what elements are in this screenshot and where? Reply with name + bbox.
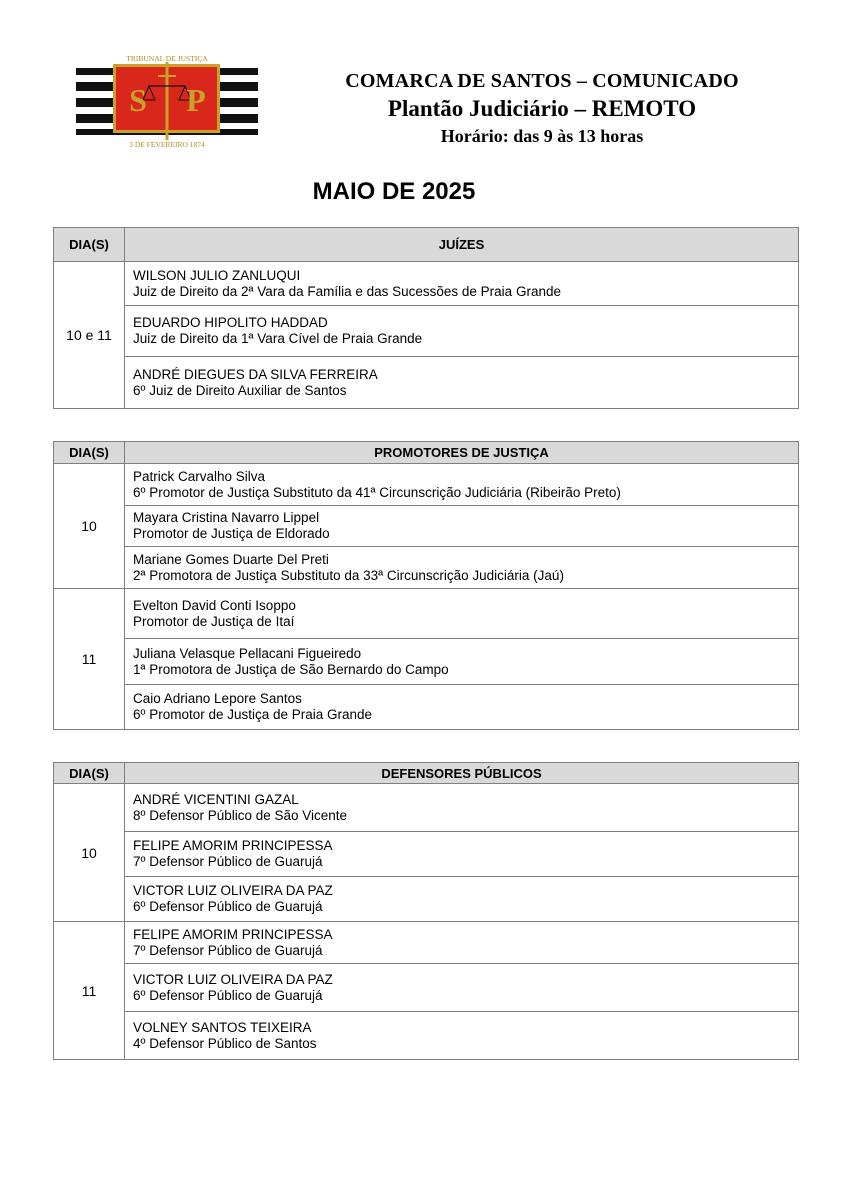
- person-name: VICTOR LUIZ OLIVEIRA DA PAZ: [133, 883, 333, 898]
- document-header: [302, 68, 782, 149]
- table-row: [54, 1012, 799, 1060]
- defenders-table: [53, 762, 799, 1060]
- person-cell: [125, 357, 799, 409]
- table-row: [54, 589, 799, 639]
- person-cell: [125, 922, 799, 964]
- person-role: 6º Promotor de Justiça de Praia Grande: [133, 707, 373, 722]
- person-role: Promotor de Justiça de Itaí: [133, 613, 295, 629]
- person-role: 2ª Promotora de Justiça Substituto da 33ª Circunscrição Judiciária (Jaú): [133, 567, 564, 583]
- person-name: ANDRÉ DIEGUES DA SILVA FERREIRA: [133, 366, 378, 382]
- person-role: Promotor de Justiça de Eldorado: [133, 526, 330, 541]
- tjsp-coat-of-arms-icon: [76, 52, 258, 152]
- column-header-judges: JUÍZES: [125, 228, 799, 262]
- table-row: [54, 832, 799, 877]
- person-role: 7º Defensor Público de Guarujá: [133, 854, 323, 869]
- person-role: 1ª Promotora de Justiça de São Bernardo do Campo: [133, 661, 449, 677]
- person-role: Juiz de Direito da 1ª Vara Cível de Praia Grande: [133, 331, 423, 346]
- person-name: FELIPE AMORIM PRINCIPESSA: [133, 838, 333, 853]
- person-name: FELIPE AMORIM PRINCIPESSA: [133, 926, 333, 942]
- prosecutors-table: [53, 441, 799, 730]
- column-header-prosecutors: PROMOTORES DE JUSTIÇA: [125, 442, 799, 464]
- day-cell: 11: [54, 589, 125, 730]
- table-header-row: [54, 228, 799, 262]
- column-header-day: DIA(S): [54, 228, 125, 262]
- person-role: 6º Defensor Público de Guarujá: [133, 899, 323, 914]
- person-role: 6º Defensor Público de Guarujá: [133, 987, 323, 1003]
- person-role: Juiz de Direito da 2ª Vara da Família e das Sucessões de Praia Grande: [133, 283, 561, 299]
- person-cell: [125, 547, 799, 589]
- header-line-horario: Horário: das 9 às 13 horas: [440, 126, 644, 146]
- table-row: [54, 547, 799, 589]
- judges-table: [53, 227, 799, 409]
- table-row: [54, 506, 799, 547]
- person-name: Evelton David Conti Isoppo: [133, 597, 296, 613]
- month-title: MAIO DE 2025: [312, 178, 476, 205]
- table-row: [54, 922, 799, 964]
- person-role: 8º Defensor Público de São Vicente: [133, 807, 348, 823]
- person-role: 7º Defensor Público de Guarujá: [133, 942, 323, 958]
- table-row: [54, 877, 799, 922]
- logo-date-text: 3 DE FEVEREIRO 1874: [129, 140, 205, 149]
- person-name: Mariane Gomes Duarte Del Preti: [133, 551, 329, 567]
- header-line-plantao: Plantão Judiciário – REMOTO: [387, 96, 697, 121]
- table-row: [54, 262, 799, 306]
- person-cell: [125, 964, 799, 1012]
- person-name: WILSON JULIO ZANLUQUI: [133, 267, 301, 283]
- person-role: 4º Defensor Público de Santos: [133, 1035, 317, 1051]
- column-header-defenders: DEFENSORES PÚBLICOS: [125, 763, 799, 784]
- person-cell: [125, 589, 799, 639]
- person-cell: [125, 639, 799, 685]
- person-cell: [125, 464, 799, 506]
- person-name: Patrick Carvalho Silva: [133, 468, 266, 484]
- person-name: EDUARDO HIPOLITO HADDAD: [133, 315, 328, 330]
- day-cell: 10: [54, 464, 125, 589]
- day-cell: 10 e 11: [54, 262, 125, 409]
- person-name: Mayara Cristina Navarro Lippel: [133, 510, 320, 525]
- logo-arc-text: TRIBUNAL DE JUSTIÇA: [126, 54, 208, 63]
- table-row: [54, 464, 799, 506]
- header-line-comarca: COMARCA DE SANTOS – COMUNICADO: [345, 70, 739, 92]
- person-name: Caio Adriano Lepore Santos: [133, 691, 302, 706]
- person-name: VOLNEY SANTOS TEIXEIRA: [133, 1019, 312, 1035]
- person-role: 6º Juiz de Direito Auxiliar de Santos: [133, 382, 347, 398]
- table-row: [54, 639, 799, 685]
- table-header-row: [54, 442, 799, 464]
- table-row: [54, 306, 799, 357]
- column-header-day: DIA(S): [54, 763, 125, 784]
- person-cell: [125, 1012, 799, 1060]
- day-cell: 11: [54, 922, 125, 1060]
- person-name: ANDRÉ VICENTINI GAZAL: [133, 791, 299, 807]
- logo-letter-p: P: [186, 82, 206, 118]
- table-header-row: [54, 763, 799, 784]
- table-row: [54, 784, 799, 832]
- person-name: Juliana Velasque Pellacani Figueiredo: [133, 645, 362, 661]
- person-cell: [125, 784, 799, 832]
- table-row: [54, 964, 799, 1012]
- person-cell: [125, 306, 799, 357]
- person-cell: [125, 506, 799, 547]
- table-row: [54, 357, 799, 409]
- person-cell: [125, 877, 799, 922]
- table-row: [54, 685, 799, 730]
- person-name: VICTOR LUIZ OLIVEIRA DA PAZ: [133, 971, 333, 987]
- day-cell: 10: [54, 784, 125, 922]
- person-cell: [125, 685, 799, 730]
- person-cell: [125, 832, 799, 877]
- person-cell: [125, 262, 799, 306]
- person-role: 6º Promotor de Justiça Substituto da 41ª Circunscrição Judiciária (Ribeirão Preto): [133, 484, 621, 500]
- column-header-day: DIA(S): [54, 442, 125, 464]
- logo-letter-s: S: [129, 82, 147, 118]
